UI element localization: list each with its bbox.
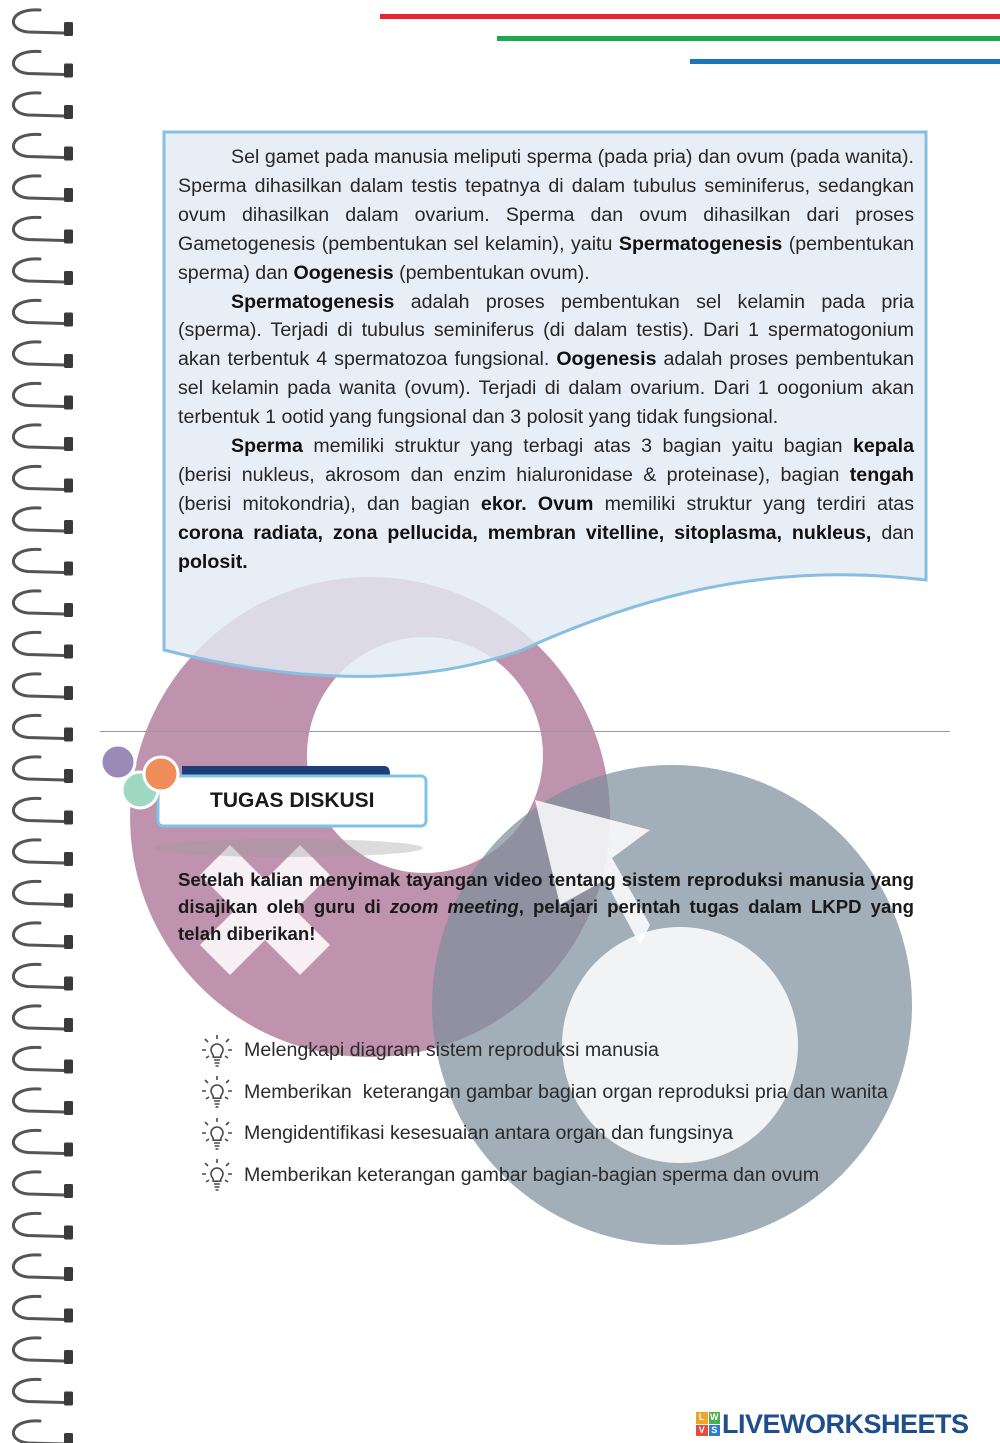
task-item: Melengkapi diagram sistem reproduksi manusia bbox=[200, 1030, 920, 1072]
info-text bbox=[178, 143, 914, 577]
info-paragraph-3: Sperma memiliki struktur yang terbagi atas 3 bagian yaitu bagian kepala (berisi nukleus, akrosom dan enzim hialuronidase & proteinase), bagian tengah (berisi mitokondria), dan bagian ekor. Ovum memiliki struktur yang terdiri atas corona radiata, zona pellucida, membran vitelline, sitoplasma, nukleus, dan polosit. bbox=[178, 435, 915, 573]
lightbulb-icon bbox=[200, 1157, 234, 1193]
section-divider bbox=[100, 731, 950, 732]
task-item: Mengidentifikasi kesesuaian antara organ dan fungsinya bbox=[200, 1113, 920, 1155]
liveworksheets-text: LIVEWORKSHEETS bbox=[722, 1408, 969, 1439]
lightbulb-icon bbox=[200, 1074, 234, 1110]
instruction-text: Setelah kalian menyimak tayangan video tentang sistem reproduksi manusia yang disajikan oleh guru di zoom meeting, pelajari perintah tugas dalam LKPD yang telah diberikan! bbox=[178, 869, 915, 944]
lightbulb-icon bbox=[200, 1116, 234, 1152]
task-list bbox=[200, 1030, 920, 1196]
info-paragraph-2: Spermatogenesis adalah proses pembentukan sel kelamin pada pria (sperma). Terjadi di tubulus seminiferus (di dalam testis). Dari 1 spermatogonium akan terbentuk 4 spermatozoa fungsional. Oogenesis adalah proses pembentukan sel kelamin pada wanita (ovum). Terjadi di dalam ovarium. Dari 1 oogonium akan terbentuk 1 ootid yang fungsional dan 3 polosit yang tidak fungsional. bbox=[178, 290, 914, 429]
liveworksheets-badge-icon: L W V S bbox=[696, 1412, 720, 1436]
task-item: Memberikan keterangan gambar bagian organ reproduksi pria dan wanita bbox=[200, 1072, 920, 1114]
section-title: TUGAS DISKUSI bbox=[210, 789, 375, 812]
info-paragraph-1: Sel gamet pada manusia meliputi sperma (pada pria) dan ovum (pada wanita). Sperma dihasilkan dalam testis tepatnya di dalam tubulus seminiferus, sedangkan ovum dihasilkan dalam ovarium. Sperma dan ovum dihasilkan dari proses Gametogenesis (pembentukan sel kelamin), yaitu Spermatogenesis (pembentukan sperma) dan Oogenesis (pembentukan ovum). bbox=[178, 146, 914, 284]
task-item: Memberikan keterangan gambar bagian-bagian sperma dan ovum bbox=[200, 1155, 920, 1197]
liveworksheets-logo bbox=[696, 1408, 969, 1440]
lightbulb-icon bbox=[200, 1033, 234, 1069]
